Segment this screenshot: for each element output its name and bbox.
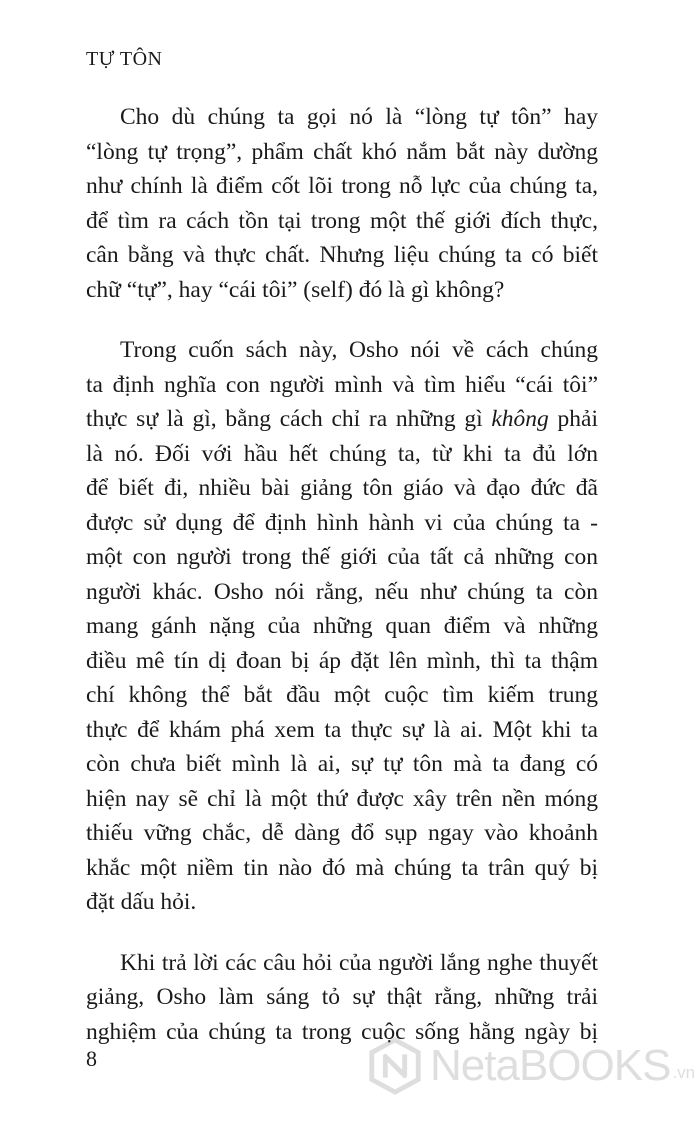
text-line: ta định nghĩa con người mình và tìm hiểu “cái tôi” — [86, 371, 598, 398]
text-line: là nó. Đối với hầu hết chúng ta, từ khi ta đủ lớn — [86, 440, 598, 467]
text-line: để biết đi, nhiều bài giảng tôn giáo và đạo đức đã — [86, 475, 598, 501]
watermark — [366, 1036, 695, 1096]
text-line: còn chưa biết mình là ai, sự tự tôn mà ta đang có — [86, 751, 598, 777]
text-line: người khác. Osho nói rằng, nếu như chúng ta còn — [86, 578, 598, 605]
text-line: cân bằng và thực chất. Nhưng liệu chúng ta có biết — [86, 242, 598, 268]
text-line: chí không thể bắt đầu một cuộc tìm kiếm trung — [86, 682, 598, 708]
paragraph — [86, 100, 598, 307]
paragraph — [86, 333, 598, 920]
text-line: thiếu vững chắc, dễ dàng đổ sụp ngay vào khoảnh — [86, 820, 598, 846]
text-line: nghiệm của chúng ta trong cuộc sống hằng ngày bị — [86, 1018, 598, 1045]
text-line: một con người trong thế giới của tất cả những con — [86, 544, 598, 570]
text-line: giảng, Osho làm sáng tỏ sự thật rằng, những trải — [86, 984, 598, 1010]
watermark-suffix: .vn — [672, 1063, 696, 1082]
text-line: được sử dụng để định hình hành vi của chúng ta - — [86, 509, 598, 536]
text-line: hiện nay sẽ chỉ là một thứ được xây trên nền móng — [86, 785, 598, 812]
netabooks-logo-icon — [366, 1037, 424, 1095]
body-text — [86, 100, 598, 1075]
paragraph — [86, 946, 598, 1050]
text-line — [86, 402, 598, 437]
text-line: Trong cuốn sách này, Osho nói về cách chúng — [120, 337, 598, 363]
text-line: khắc một niềm tin nào đó mà chúng ta trân quý bị — [86, 854, 598, 881]
text-line: điều mê tín dị đoan bị áp đặt lên mình, thì ta thậm — [86, 647, 598, 674]
text-line: như chính là điểm cốt lõi trong nỗ lực của chúng ta, — [86, 173, 598, 199]
running-head: TỰ TÔN — [86, 48, 163, 70]
page-number: 8 — [86, 1046, 97, 1071]
text-line: Cho dù chúng ta gọi nó là “lòng tự tôn” hay — [120, 104, 598, 130]
emphasis-text: không — [491, 406, 549, 432]
text-run: thực sự là gì, bằng cách chỉ ra những gì — [86, 406, 492, 432]
text-line: “lòng tự trọng”, phẩm chất khó nắm bắt này dường — [86, 138, 598, 165]
watermark-brand: NetaBOOKS — [430, 1041, 671, 1090]
text-line: mang gánh nặng của những quan điểm và những — [86, 613, 598, 639]
text-line: đặt dấu hỏi. — [86, 889, 197, 915]
text-line: Khi trả lời các câu hỏi của người lắng nghe thuyết — [120, 949, 598, 976]
text-line: chữ “tự”, hay “cái tôi” (self) đó là gì không? — [86, 276, 505, 303]
text-line: để tìm ra cách tồn tại trong một thế giới đích thực, — [86, 207, 598, 234]
text-line: thực để khám phá xem ta thực sự là ai. Một khi ta — [86, 716, 598, 743]
text-run: phải — [548, 406, 598, 432]
